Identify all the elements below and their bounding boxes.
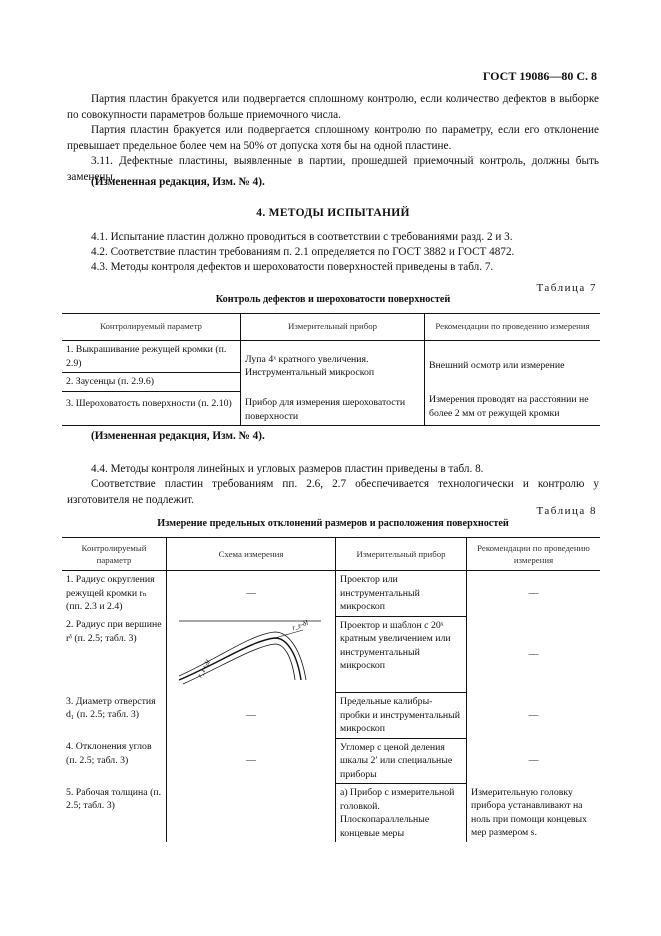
table8-cell-device: а) Прибор с измерительной головкой. Плоскопараллельные концевые меры bbox=[336, 784, 467, 843]
table8-cell-scheme: — bbox=[167, 693, 336, 739]
amendment-note-2: (Измененная редакция, Изм. № 4). bbox=[91, 430, 265, 442]
table7-cell-device: Лупа 4ˣ кратного увеличения. Инструментальный микроскоп bbox=[241, 341, 425, 392]
scheme-label-plus: r_ε+δl bbox=[195, 658, 213, 679]
table8-header-param: Контролируемый параметр bbox=[62, 538, 167, 571]
table7-cell-param: 1. Выкрашивание режущей кромки (п. 2.9) bbox=[62, 341, 241, 373]
table8-cell-param: 1. Радиус округления режущей кромки rₙ (пп. 2.3 и 2.4) bbox=[66, 574, 155, 612]
paragraph-3-11: 3.11. Дефектные пластины, выявленные в партии, прошедшей приемочный контроль, должны быть заменены. bbox=[67, 155, 599, 183]
table8-header-scheme: Схема измерения bbox=[167, 538, 336, 571]
paragraph-conformity: Соответствие пластин требованиям пп. 2.6, 2.7 обеспечивается технологически и контролю у изготовителя не подлежит. bbox=[67, 478, 599, 506]
paragraph-4-3: 4.3. Методы контроля дефектов и шероховатости поверхностей приведены в табл. 7. bbox=[91, 261, 494, 273]
table7-cell-rec: Измерения проводят на расстоянии не более 2 мм от режущей кромки bbox=[425, 391, 601, 426]
table8-cell-device: Предельные калибры-пробки и инструментальный микроскоп bbox=[336, 693, 467, 739]
table7-header-param: Контролируемый параметр bbox=[62, 314, 241, 341]
table8-title: Измерение предельных отклонений размеров и расположения поверхностей bbox=[157, 518, 509, 529]
table8-cell-scheme bbox=[167, 784, 336, 843]
table8-cell-param: 5. Рабочая толщина (п. 2.5; табл. 3) bbox=[66, 786, 162, 811]
table8-label: Таблица 8 bbox=[536, 505, 597, 517]
table7-header-device: Измерительный прибор bbox=[241, 314, 425, 341]
table7-cell-device: Прибор для измерения шероховатости поверхности bbox=[241, 391, 425, 426]
table8-cell-device: Проектор или инструментальный микроскоп bbox=[336, 571, 467, 617]
tip-radius-scheme-diagram bbox=[171, 618, 321, 686]
table8-cell-param: 2. Радиус при вершине rᵟ (п. 2.5; табл. 3) bbox=[66, 619, 162, 644]
table7-cell-param: 3. Шероховатость поверхности (п. 2.10) bbox=[62, 391, 241, 426]
table8-cell-scheme: — bbox=[167, 571, 336, 617]
table8-cell-rec: — bbox=[467, 616, 601, 693]
paragraph-4-4: 4.4. Методы контроля линейных и угловых размеров пластин приведены в табл. 8. bbox=[91, 463, 484, 475]
table8-header-rec: Рекомендации по проведению измерения bbox=[467, 538, 601, 571]
table8-cell-rec: — bbox=[467, 693, 601, 739]
table7-title: Контроль дефектов и шероховатости поверхностей bbox=[215, 294, 451, 305]
amendment-note-1: (Измененная редакция, Изм. № 4). bbox=[91, 176, 265, 188]
table8-cell-scheme: — bbox=[167, 738, 336, 784]
table8-cell-device: Проектор и шаблон с 20ˣ кратным увеличением или инструментальный микроскоп bbox=[336, 616, 467, 693]
table8-cell-param: 4. Отклонения углов (п. 2.5; табл. 3) bbox=[66, 741, 152, 766]
table8-cell-rec: — bbox=[467, 738, 601, 784]
page-header: ГОСТ 19086—80 С. 8 bbox=[482, 69, 597, 83]
table8-cell-rec: — bbox=[467, 571, 601, 617]
table8-cell-scheme-diagram bbox=[167, 616, 336, 693]
paragraph-batch-reject-2: Партия пластин бракуется или подвергается сплошному контролю по параметру, если его отклонение превышает предельное более чем на 50% от допуска хотя бы на одной пластине. bbox=[67, 124, 599, 152]
table7-cell-rec: Внешний осмотр или измерение bbox=[425, 341, 601, 392]
section-title: 4. МЕТОДЫ ИСПЫТАНИЙ bbox=[256, 207, 410, 219]
table8-cell-param: 3. Диаметр отверстия d₁ (п. 2.5; табл. 3) bbox=[66, 695, 156, 720]
table8-cell-device: Угломер с ценой деления шкалы 2′ или специальные приборы bbox=[336, 738, 467, 784]
table-7 bbox=[62, 313, 600, 426]
paragraph-4-1: 4.1. Испытание пластин должно проводиться в соответствии с требованиями разд. 2 и 3. bbox=[91, 231, 513, 243]
table7-cell-param: 2. Заусенцы (п. 2.9.6) bbox=[62, 373, 241, 392]
paragraph-batch-reject-1: Партия пластин бракуется или подвергается сплошному контролю, если количество дефектов в выборке по совокупности параметров больше приемочного числа. bbox=[67, 93, 599, 121]
table8-cell-rec: Измерительную головку прибора устанавливают на ноль при помощи концевых мер размером s. bbox=[467, 784, 601, 843]
table7-label: Таблица 7 bbox=[536, 282, 597, 294]
table7-header-rec: Рекомендации по проведению измерения bbox=[425, 314, 601, 341]
paragraph-4-2: 4.2. Соответствие пластин требованиям п. 2.1 определяется по ГОСТ 3882 и ГОСТ 4872. bbox=[91, 246, 515, 258]
table-8 bbox=[62, 537, 600, 842]
scheme-label-minus: r_ε-δl bbox=[290, 618, 310, 632]
table8-header-device: Измерительный прибор bbox=[336, 538, 467, 571]
